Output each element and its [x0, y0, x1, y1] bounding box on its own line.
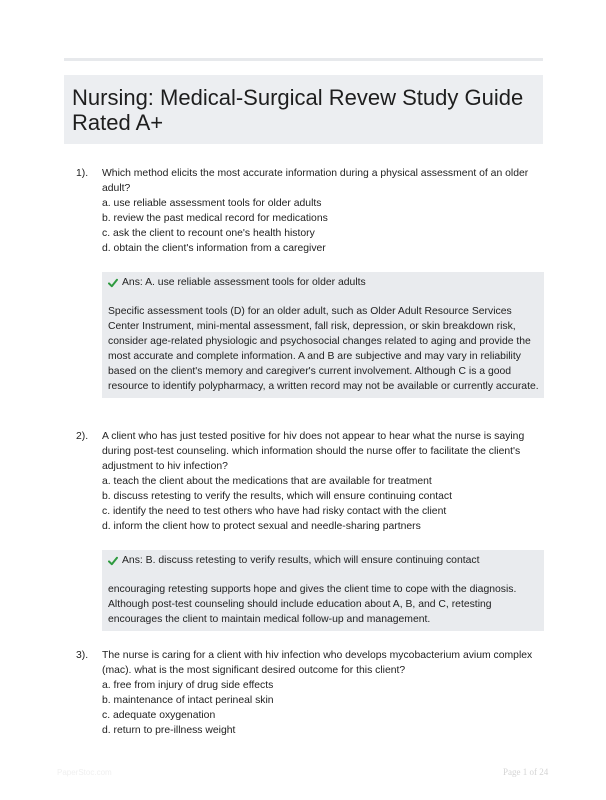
option-c: c. ask the client to recount one's health history: [102, 228, 315, 239]
answer-panel: [102, 550, 544, 631]
answer-explanation: Specific assessment tools (D) for an older adult, such as Older Adult Resource Services Center Instrument, mini-mental assessment, fall risk, depression, or skin breakdown risk, consider age-related physiologic and psychosocial changes related to aging and provide the most accurate and complete information. A and B are subjective and may vary in reliability based on the client's memory and caregiver's current involvement. Although C is a good resource to identify polypharmacy, a written record may not be available or currently accurate.: [108, 306, 539, 392]
answer-explanation: encouraging retesting supports hope and gives the client time to cope with the diagnosis. Although post-test counseling should include education about A, B, and C, retesting encourages the client to maintain medical follow-up and management.: [108, 584, 517, 625]
question-text: A client who has just tested positive for hiv does not appear to hear what the nurse is saying during post-test counseling. which information should the nurse offer to facilitate the client's adjustment to hiv infection?: [102, 431, 525, 472]
question-number: 1).: [76, 168, 89, 179]
option-a: a. teach the client about the medications that are available for treatment: [102, 476, 432, 487]
option-c: c. adequate oxygenation: [102, 710, 216, 721]
option-d: d. return to pre-illness weight: [102, 725, 236, 736]
option-d: d. inform the client how to protect sexual and needle-sharing partners: [102, 521, 421, 532]
question-2: [76, 429, 544, 631]
option-d: d. obtain the client's information from a caregiver: [102, 243, 326, 254]
check-icon: [108, 278, 118, 288]
question-body: [102, 429, 544, 534]
option-a: a. use reliable assessment tools for older adults: [102, 198, 322, 209]
answer-text: Ans: A. use reliable assessment tools for older adults: [122, 277, 366, 288]
question-body: [102, 648, 544, 738]
title-banner: [64, 75, 543, 144]
check-icon: [108, 556, 118, 566]
option-a: a. free from injury of drug side effects: [102, 680, 274, 691]
question-text: Which method elicits the most accurate information during a physical assessment of an older adult?: [102, 168, 529, 194]
option-b: b. discuss retesting to verify the results, which will ensure continuing contact: [102, 491, 452, 502]
question-number: 2).: [76, 431, 89, 442]
top-divider: [64, 58, 543, 61]
question-3: [76, 648, 544, 738]
question-1: [76, 166, 544, 398]
question-number: 3).: [76, 650, 89, 661]
page-number: Page 1 of 24: [503, 767, 549, 777]
answer-text: Ans: B. discuss retesting to verify results, which will ensure continuing contact: [122, 555, 480, 566]
option-c: c. identify the need to test others who have had risky contact with the client: [102, 506, 447, 517]
option-b: b. maintenance of intact perineal skin: [102, 695, 274, 706]
question-body: [102, 166, 544, 256]
answer-panel: [102, 272, 544, 398]
footer-watermark: PaperStoc.com: [57, 768, 112, 777]
page-title: Nursing: Medical-Surgical Revew Study Guide Rated A+: [72, 85, 524, 135]
option-b: b. review the past medical record for medications: [102, 213, 328, 224]
question-text: The nurse is caring for a client with hiv infection who develops mycobacterium avium complex (mac). what is the most significant desired outcome for this client?: [102, 650, 533, 676]
answer-line: [108, 275, 540, 290]
answer-line: [108, 553, 540, 568]
